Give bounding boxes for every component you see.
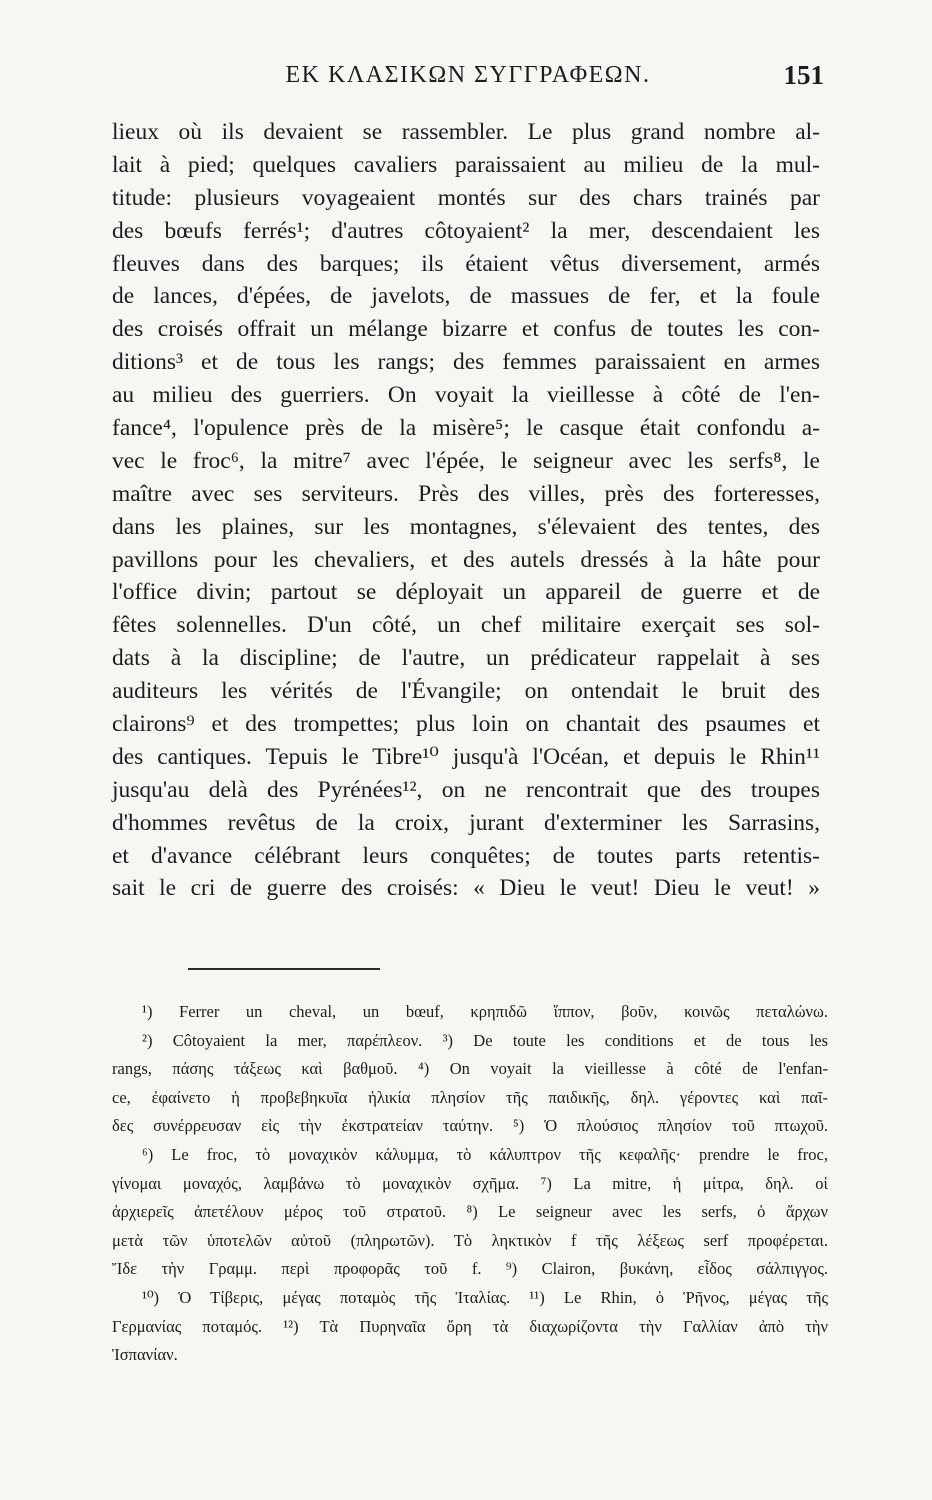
footnote-line: ²) Côtoyaient la mer, παρέπλεον. ³) De toute les conditions et de tous les bbox=[142, 1030, 828, 1050]
page-number: 151 bbox=[783, 60, 824, 90]
text-line: fleuves dans des barques; ils étaient vêtus diversement, armés bbox=[112, 250, 820, 277]
footnote-line: μετὰ τῶν ὑποτελῶν αὐτοῦ (πληρωτῶν). Τὸ ληκτικὸν f τῆς λέξεως serf προφέρεται. bbox=[112, 1230, 828, 1250]
text-line: d'hommes revêtus de la croix, jurant d'exterminer les Sarrasins, bbox=[112, 809, 820, 836]
text-line: lait à pied; quelques cavaliers paraissaient au milieu de la mul- bbox=[112, 151, 820, 178]
footnote-line: rangs, πάσης τάξεως καὶ βαθμοῦ. ⁴) On voyait la vieillesse à côté de l'enfan- bbox=[112, 1059, 828, 1079]
main-paragraph bbox=[112, 116, 820, 905]
text-line: pavillons pour les chevaliers, et des autels dressés à la hâte pour bbox=[112, 546, 820, 573]
running-title: ΕΚ ΚΛΑΣΙΚΩΝ ΣΥΓΓΡΑΦΕΩΝ. bbox=[285, 62, 651, 88]
footnote-divider bbox=[188, 968, 380, 970]
text-line: sait le cri de guerre des croisés: « Dieu le veut! Dieu le veut! » bbox=[112, 875, 820, 902]
footnote-line: ⁶) Le froc, τὸ μοναχικὸν κάλυμμα, τὸ κάλυπτρον τῆς κεφαλῆς· prendre le froc, bbox=[142, 1144, 828, 1164]
text-line: l'office divin; partout se déployait un appareil de guerre et de bbox=[112, 579, 820, 606]
footnote-line: γίνομαι μοναχός, λαμβάνω τὸ μοναχικὸν σχῆμα. ⁷) La mitre, ἡ μίτρα, δηλ. οἱ bbox=[112, 1173, 828, 1193]
text-line: vec le froc⁶, la mitre⁷ avec l'épée, le seigneur avec les serfs⁸, le bbox=[112, 447, 820, 474]
text-line: dats à la discipline; de l'autre, un prédicateur rappelait à ses bbox=[112, 645, 820, 672]
page-header bbox=[112, 62, 824, 96]
footnote-line: δες συνέρρευσαν εἰς τὴν ἐκστρατείαν ταύτην. ⁵) Ὁ πλούσιος πλησίον τοῦ πτωχοῦ. bbox=[112, 1116, 828, 1136]
text-line: clairons⁹ et des trompettes; plus loin on chantait des psaumes et bbox=[112, 711, 820, 738]
text-line: dans les plaines, sur les montagnes, s'élevaient des tentes, des bbox=[112, 513, 820, 540]
footnote-line: Ἱσπανίαν. bbox=[112, 1345, 178, 1365]
text-line: des cantiques. Tepuis le Tibre¹⁰ jusqu'à l'Océan, et depuis le Rhin¹¹ bbox=[112, 743, 820, 770]
text-line: auditeurs les vérités de l'Évangile; on ontendait le bruit des bbox=[112, 678, 820, 705]
text-line: jusqu'au delà des Pyrénées¹², on ne rencontrait que des troupes bbox=[112, 776, 820, 803]
text-line: titude: plusieurs voyageaient montés sur des chars trainés par bbox=[112, 184, 820, 211]
text-line: ditions³ et de tous les rangs; des femmes paraissaient en armes bbox=[112, 349, 820, 376]
text-line: et d'avance célébrant leurs conquêtes; de toutes parts retentis- bbox=[112, 842, 820, 869]
footnote-line: Γερμανίας ποταμός. ¹²) Τὰ Πυρηναῖα ὄρη τὰ διαχωρίζοντα τὴν Γαλλίαν ἀπὸ τὴν bbox=[112, 1316, 828, 1336]
footnote-line: ἀρχιερεῖς ἀπετέλουν μέρος τοῦ στρατοῦ. ⁸) Le seigneur avec les serfs, ὁ ἄρχων bbox=[112, 1202, 828, 1222]
footnote-line: Ἴδε τὴν Γραμμ. περὶ προφορᾶς τοῦ f. ⁹) Clairon, βυκάνη, εἶδος σάλπιγγος. bbox=[112, 1259, 828, 1279]
text-line: maître avec ses serviteurs. Près des villes, près des forteresses, bbox=[112, 480, 820, 507]
footnote-line: ¹) Ferrer un cheval, un bœuf, κρηπιδῶ ἵππον, βοῦν, κοινῶς πεταλώνω. bbox=[142, 1002, 828, 1021]
footnote-line: ce, ἐφαίνετο ἡ προβεβηκυῖα ἡλικία πλησίον τῆς παιδικῆς, δηλ. γέροντες καὶ παῖ- bbox=[112, 1087, 828, 1107]
text-line: de lances, d'épées, de javelots, de massues de fer, et la foule bbox=[112, 283, 820, 310]
text-line: au milieu des guerriers. On voyait la vieillesse à côté de l'en- bbox=[112, 382, 820, 409]
footnotes bbox=[112, 998, 828, 1370]
footnote-line: ¹⁰) Ὁ Τίβερις, μέγας ποταμὸς τῆς Ἰταλίας. ¹¹) Le Rhin, ὁ Ῥῆνος, μέγας τῆς bbox=[142, 1287, 828, 1307]
text-line: fance⁴, l'opulence près de la misère⁵; le casque était confondu a- bbox=[112, 415, 820, 442]
text-line: des croisés offrait un mélange bizarre et confus de toutes les con- bbox=[112, 316, 820, 343]
text-line: fêtes solennelles. D'un côté, un chef militaire exerçait ses sol- bbox=[112, 612, 820, 639]
text-line: lieux où ils devaient se rassembler. Le plus grand nombre al- bbox=[112, 119, 820, 145]
text-line: des bœufs ferrés¹; d'autres côtoyaient² la mer, descendaient les bbox=[112, 217, 820, 244]
